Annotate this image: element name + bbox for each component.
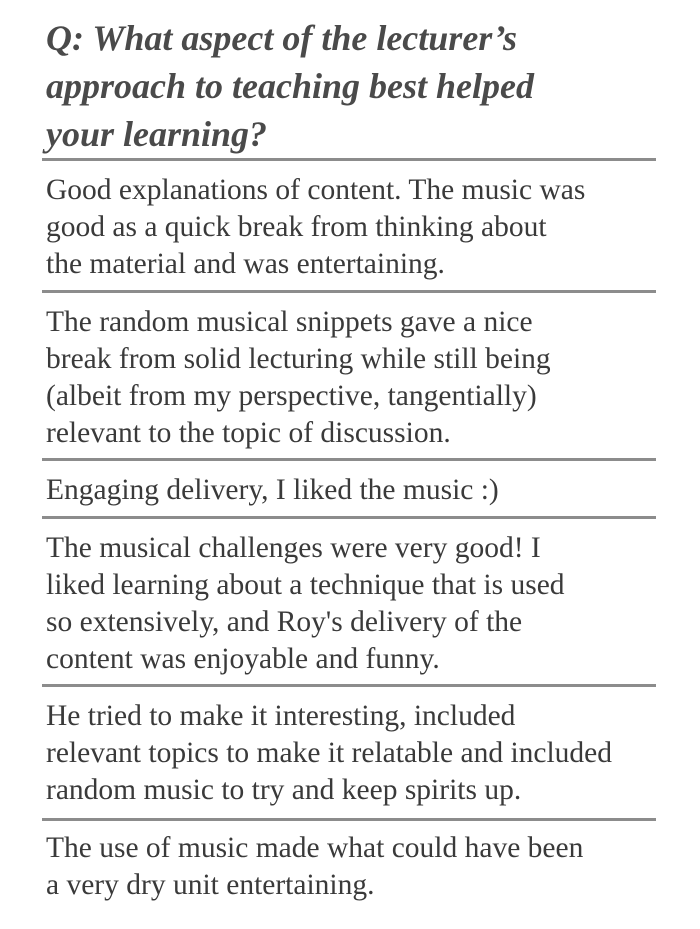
question-heading: Q: What aspect of the lecturer’s approach to teaching best helped your learning?: [46, 18, 534, 154]
response-text: Engaging delivery, I liked the music :): [46, 474, 499, 506]
response-text: He tried to make it interesting, included relevant topics to make it relatable and included random music to try and keep spirits up.: [46, 700, 613, 806]
divider: [42, 290, 656, 293]
divider: [42, 684, 656, 687]
divider: [42, 158, 656, 161]
response-text: The musical challenges were very good! I liked learning about a technique that is used so extensively, and Roy's delivery of the content was enjoyable and funny.: [46, 532, 565, 675]
divider: [42, 458, 656, 461]
response-text: The random musical snippets gave a nice break from solid lecturing while still being (albeit from my perspective, tangentially) relevant to the topic of discussion.: [46, 306, 551, 449]
response-text: Good explanations of content. The music was good as a quick break from thinking about the material and was entertaining.: [46, 174, 586, 280]
divider: [42, 818, 656, 821]
response-text: The use of music made what could have been a very dry unit entertaining.: [46, 832, 584, 901]
divider: [42, 516, 656, 519]
